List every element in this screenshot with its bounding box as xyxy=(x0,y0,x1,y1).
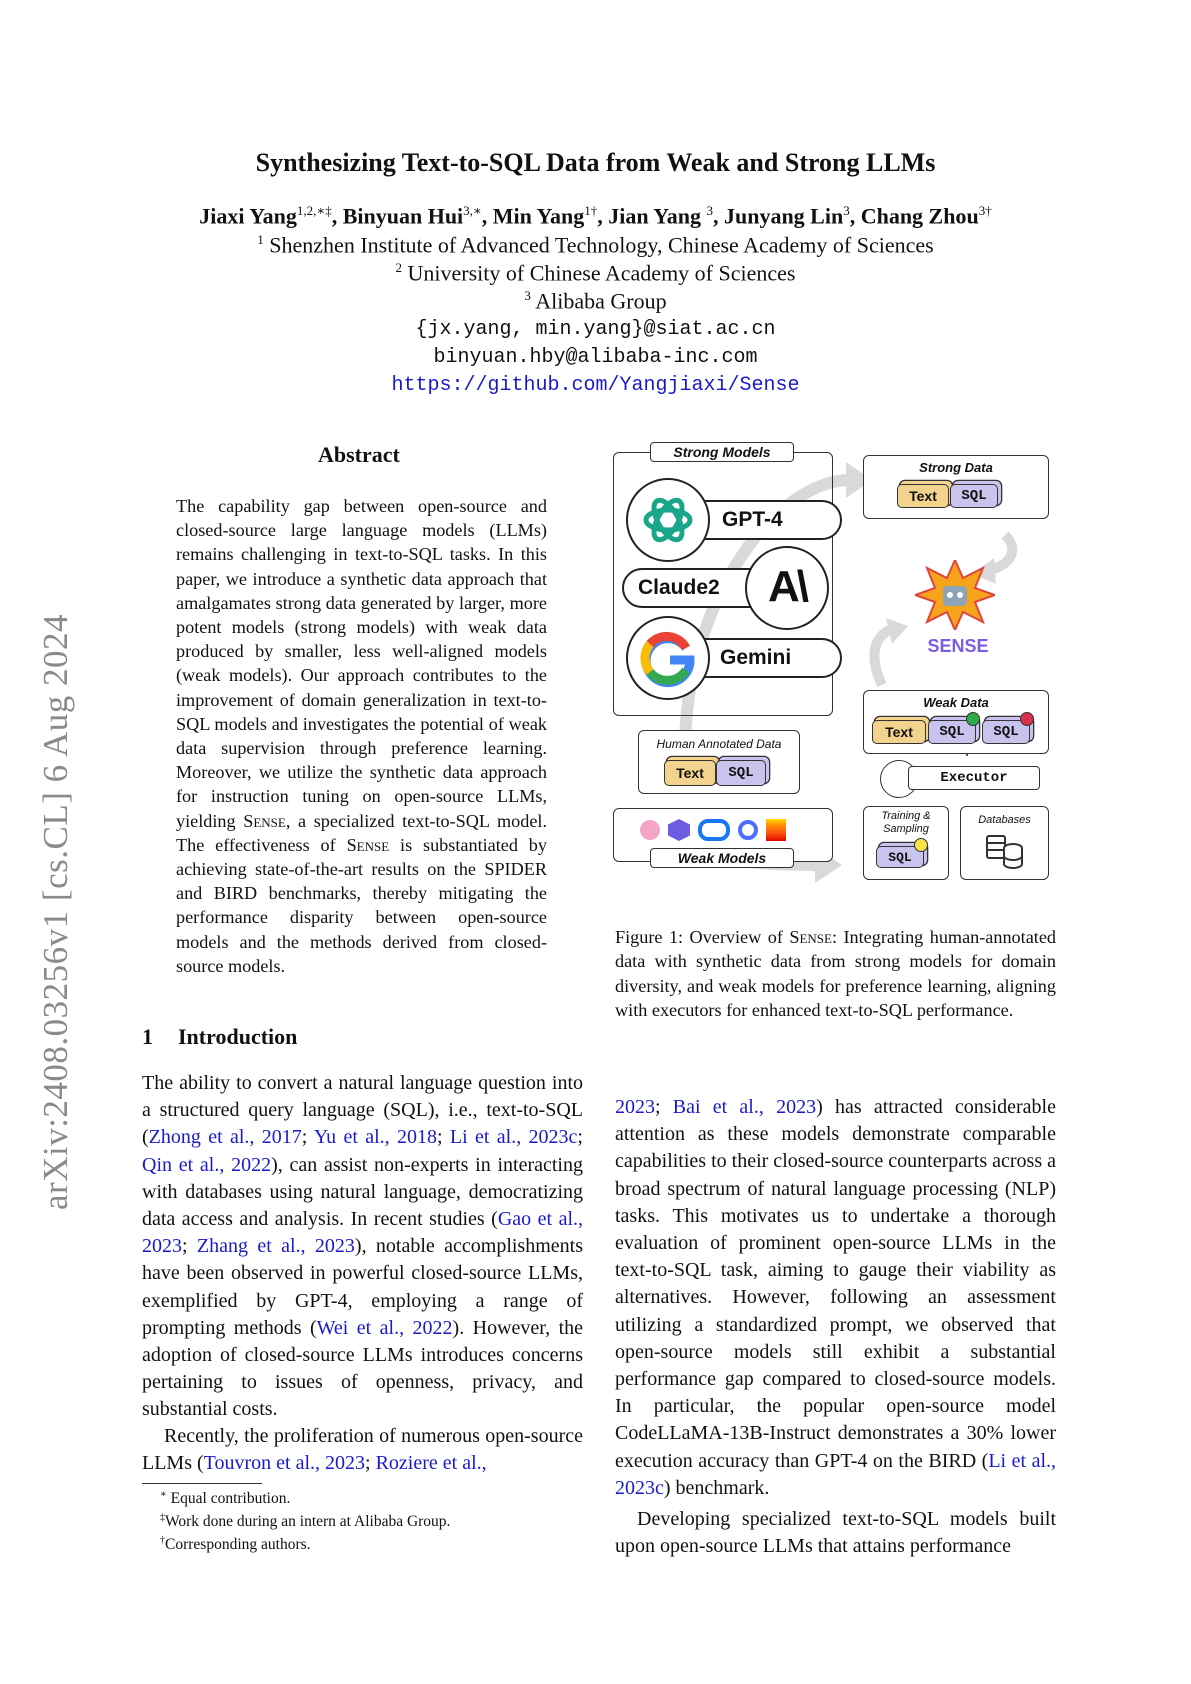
figure-overview xyxy=(610,440,1060,898)
weak-models-label: Weak Models xyxy=(650,848,794,868)
author-name: Chang Zhou xyxy=(860,203,979,229)
citation-link[interactable]: Wei et al., 2022 xyxy=(316,1316,453,1339)
qwen-icon xyxy=(668,819,690,841)
citation-link[interactable]: 2023 xyxy=(615,1096,655,1118)
citation-link[interactable]: Zhang et al., 2023 xyxy=(196,1235,355,1258)
deepseek-icon xyxy=(738,820,758,840)
author-affiliation-marker: 3† xyxy=(978,203,992,218)
figure-caption: Figure 1: Overview of Sense: Integrating human-annotated data with synthetic data from strong models for domain diversity, and weak models for preference learning, aligning with executors for enhanced text-to-SQL performance. xyxy=(615,927,1056,1021)
robot-icon xyxy=(943,586,967,606)
abstract-heading: Abstract xyxy=(318,442,400,467)
arrow-head xyxy=(886,618,908,644)
google-logo-icon xyxy=(626,616,710,700)
citation-link[interactable]: Zhong et al., 2017 xyxy=(148,1126,302,1149)
email-1: {jx.yang, min.yang}@siat.ac.cn xyxy=(415,318,776,341)
author-separator: , xyxy=(849,203,861,229)
starcoder-icon xyxy=(640,820,660,840)
gpt4-pill: GPT-4 xyxy=(680,500,842,540)
author-separator: , xyxy=(712,203,724,229)
citation-link[interactable]: Li et al., 2023c xyxy=(449,1126,578,1149)
human-data-label: Human Annotated Data xyxy=(656,737,782,751)
intro-paragraph-3: Developing specialized text-to-SQL models built upon open-source LLMs that attains performance xyxy=(615,1508,1056,1558)
author-list xyxy=(0,203,1191,229)
abstract-body: The capability gap between open-source and closed-source large language models (LLMs) remains challenging in text-to-SQL tasks. In this paper, we introduce a synthetic data approach that amalgamates strong data generated by larger, more potent models (strong models) with weak data produced by smaller, less well-aligned models (weak models). Our approach contributes to the improvement of domain generalization in text-to-SQL models and investigates the potential of weak data supervision through preference learning. Moreover, we utilize the synthetic data approach for instruction tuning on open-source LLMs, yielding Sense, a specialized text-to-SQL model. The effectiveness of Sense is substantiated by achieving state-of-the-art results on the SPIDER and BIRD benchmarks, thereby mitigating the performance disparity between open-source models and the methods derived from closed-source models. xyxy=(176,496,547,976)
strong-models-label: Strong Models xyxy=(650,442,794,462)
author-affiliation-marker: 3,∗ xyxy=(463,203,482,218)
author-name: Jian Yang xyxy=(608,203,707,229)
affiliation-2: $^2$ University of Chinese Academy of Sciences xyxy=(395,260,796,286)
citation-link[interactable]: Qin et al., 2022 xyxy=(142,1153,272,1176)
affiliation-3: $^3$ Alibaba Group xyxy=(524,288,667,314)
meta-icon xyxy=(698,819,730,841)
arxiv-stamp: arXiv:2408.03256v1 [cs.CL] 6 Aug 2024 xyxy=(36,614,75,1210)
paper-title: Synthesizing Text-to-SQL Data from Weak and Strong LLMs xyxy=(255,148,936,177)
author-affiliation-marker: 3 xyxy=(843,203,850,218)
author-affiliation-marker: 1,2,∗‡ xyxy=(296,203,332,218)
author-separator: , xyxy=(481,203,493,229)
text-card: Text xyxy=(897,484,949,508)
executor-label: Executor xyxy=(908,766,1040,790)
databases-label: Databases xyxy=(978,814,1031,826)
mistral-icon xyxy=(766,819,786,841)
sql-card: SQL xyxy=(876,846,924,868)
weak-models-icons xyxy=(640,818,790,842)
arrow-weak-data-to-sense xyxy=(874,630,890,685)
openai-logo-icon xyxy=(626,478,710,562)
claude2-pill: Claude2 xyxy=(622,568,790,608)
citation-link[interactable]: Touvron et al., 2023 xyxy=(203,1452,366,1475)
author-separator: , xyxy=(331,203,343,229)
sql-card: SQL xyxy=(716,760,766,786)
weak-data-label: Weak Data xyxy=(923,695,989,710)
email-2: binyuan.hby@alibaba-inc.com xyxy=(433,346,758,369)
intro-paragraph-2-continued: 2023; Bai et al., 2023) has attracted considerable attention as these models demonstrate comparable capabilities to their closed-source counterparts across a broad spectrum of natural language processing (NLP) tasks. This motivates us to undertake a thorough evaluation of prominent open-source LLMs in the text-to-SQL task, aiming to gauge their viability as alternatives. However, following an assessment utilizing a standardized prompt, we observed that open-source models still exhibit a substantial performance gap compared to closed-source models. In particular, the popular open-source model CodeLLaMA-13B-Instruct demonstrates a 30% lower execution accuracy than GPT-4 on the BIRD (Li et al., 2023c) benchmark. xyxy=(615,1096,1056,1499)
citation-link[interactable]: Bai et al., 2023 xyxy=(672,1096,817,1118)
repo-link[interactable]: https://github.com/Yangjiaxi/Sense xyxy=(391,374,800,397)
author-name: Min Yang xyxy=(492,203,585,229)
section-heading-introduction: 1 Introduction xyxy=(142,1024,298,1049)
text-card: Text xyxy=(872,720,926,744)
sql-card-incorrect: SQL xyxy=(982,720,1030,744)
footnote-1: ∗ Equal contribution. xyxy=(160,1489,291,1508)
sense-label: SENSE xyxy=(927,636,989,656)
footnote-2: ‡Work done during an intern at Alibaba Group. xyxy=(160,1512,451,1531)
database-icon xyxy=(985,834,1025,870)
author-name: Junyang Lin xyxy=(723,203,844,229)
citation-link[interactable]: Gao et al., 2023 xyxy=(142,1208,584,1258)
citation-link[interactable]: Roziere et al., xyxy=(375,1452,487,1475)
question-icon xyxy=(914,838,928,852)
author-name: Jiaxi Yang xyxy=(199,203,297,229)
text-card: Text xyxy=(664,760,716,786)
gemini-pill: Gemini xyxy=(680,638,842,678)
sql-card-correct: SQL xyxy=(928,720,976,744)
sql-card: SQL xyxy=(950,484,998,508)
intro-paragraph-2: Recently, the proliferation of numerous open-source LLMs (Touvron et al., 2023; Roziere et al., xyxy=(142,1425,583,1475)
check-icon xyxy=(966,712,980,726)
citation-link[interactable]: Li et al., 2023c xyxy=(615,1449,1056,1499)
affiliation-1: $^1$ Shenzhen Institute of Advanced Technology, Chinese Academy of Sciences xyxy=(257,232,934,258)
footnote-divider xyxy=(142,1483,262,1484)
strong-data-label: Strong Data xyxy=(919,460,993,475)
author-affiliation-marker: 3 xyxy=(706,203,713,218)
cross-icon xyxy=(1020,712,1034,726)
citation-link[interactable]: Yu et al., 2018 xyxy=(313,1126,438,1149)
intro-paragraph-1: The ability to convert a natural language question into a structured query language (SQL), i.e., text-to-SQL (Zhong et al., 2017; Yu et al., 2018; Li et al., 2023c; Qin et al., 2022), can assist non-experts in interacting with databases using natural language, democratizing data access and analysis. In recent studies (Gao et al., 2023; Zhang et al., 2023), notable accomplishments have been observed in powerful closed-source LLMs, exemplified by GPT-4, employing a range of prompting methods (Wei et al., 2022). However, the adoption of closed-source LLMs introduces concerns pertaining to issues of openness, privacy, and substantial costs. xyxy=(142,1072,584,1421)
training-label: Training & Sampling xyxy=(881,810,931,835)
footnote-3: †Corresponding authors. xyxy=(160,1535,311,1554)
author-separator: , xyxy=(597,203,609,229)
author-name: Binyuan Hui xyxy=(342,203,464,229)
sense-burst-icon xyxy=(915,560,995,630)
anthropic-logo-icon: A\ xyxy=(745,546,829,630)
author-affiliation-marker: 1† xyxy=(584,203,598,218)
